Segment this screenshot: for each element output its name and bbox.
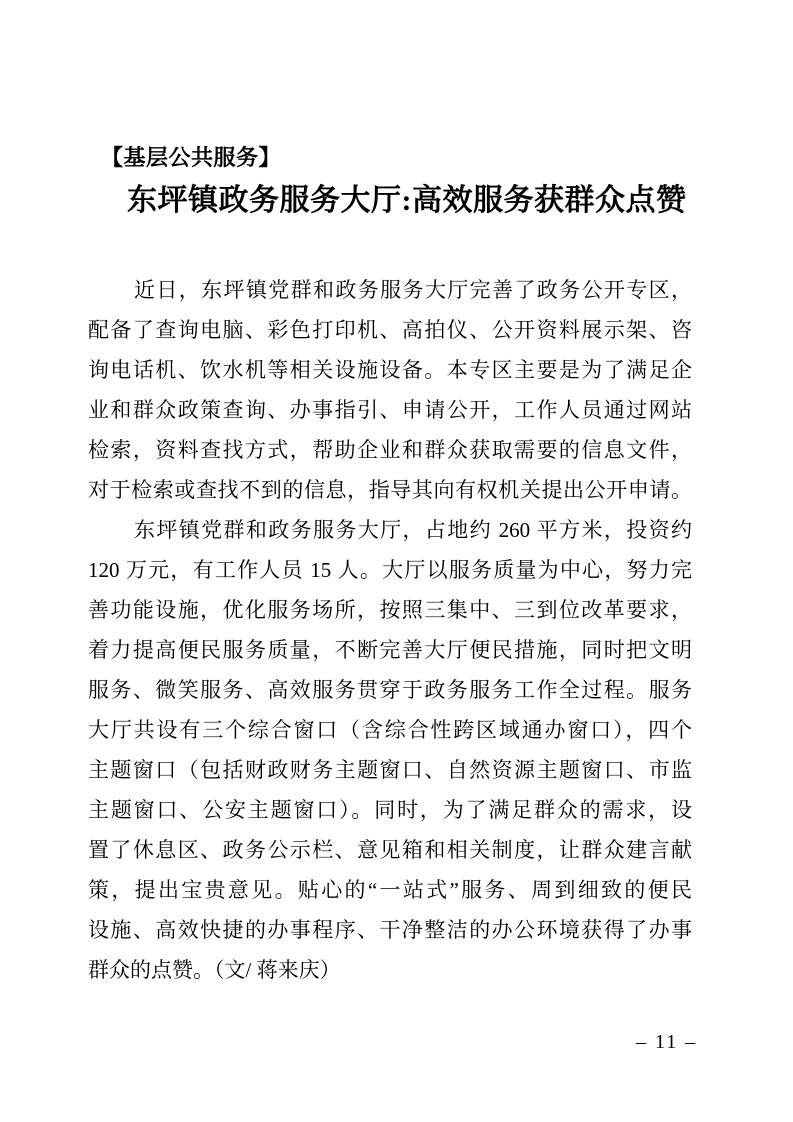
body-line: 询电话机、饮水机等相关设施设备。本专区主要是为了满足企 bbox=[88, 358, 692, 382]
body-line: 配备了查询电脑、彩色打印机、高拍仪、公开资料展示架、咨 bbox=[88, 318, 692, 342]
body-line: 群众的点赞。（文/ 蒋来庆） bbox=[88, 958, 341, 982]
body-line: 设施、高效快捷的办事程序、干净整洁的办公环境获得了办事 bbox=[88, 918, 692, 942]
article-body bbox=[88, 270, 692, 990]
body-line: 业和群众政策查询、办事指引、申请公开，工作人员通过网站 bbox=[88, 398, 692, 422]
body-line: 主题窗口、公安主题窗口）。同时，为了满足群众的需求，设 bbox=[88, 798, 692, 822]
body-line: 东坪镇党群和政务服务大厅，占地约 260 平方米，投资约 bbox=[134, 518, 692, 542]
body-line: 大厅共设有三个综合窗口（含综合性跨区域通办窗口），四个 bbox=[88, 718, 692, 742]
body-line: 着力提高便民服务质量，不断完善大厅便民措施，同时把文明 bbox=[88, 638, 692, 662]
article-title: 东坪镇政务服务大厅:高效服务获群众点赞 bbox=[127, 184, 687, 217]
body-line: 服务、微笑服务、高效服务贯穿于政务服务工作全过程。服务 bbox=[88, 678, 692, 702]
body-line: 对于检索或查找不到的信息，指导其向有权机关提出公开申请。 bbox=[88, 478, 692, 502]
section-tag: 【基层公共服务】 bbox=[101, 145, 282, 170]
body-line: 检索，资料查找方式，帮助企业和群众获取需要的信息文件， bbox=[88, 438, 692, 462]
body-line: 120 万元，有工作人员 15 人。大厅以服务质量为中心，努力完 bbox=[88, 558, 692, 582]
body-line: 善功能设施，优化服务场所，按照三集中、三到位改革要求， bbox=[88, 598, 692, 622]
body-line: 置了休息区、政务公示栏、意见箱和相关制度，让群众建言献 bbox=[88, 838, 692, 862]
body-line: 策，提出宝贵意见。贴心的“一站式”服务、周到细致的便民 bbox=[88, 878, 692, 902]
body-line: 主题窗口（包括财政财务主题窗口、自然资源主题窗口、市监 bbox=[88, 758, 692, 782]
body-line: 近日，东坪镇党群和政务服务大厅完善了政务公开专区， bbox=[134, 278, 692, 302]
page-number: – 11 – bbox=[636, 1031, 698, 1053]
